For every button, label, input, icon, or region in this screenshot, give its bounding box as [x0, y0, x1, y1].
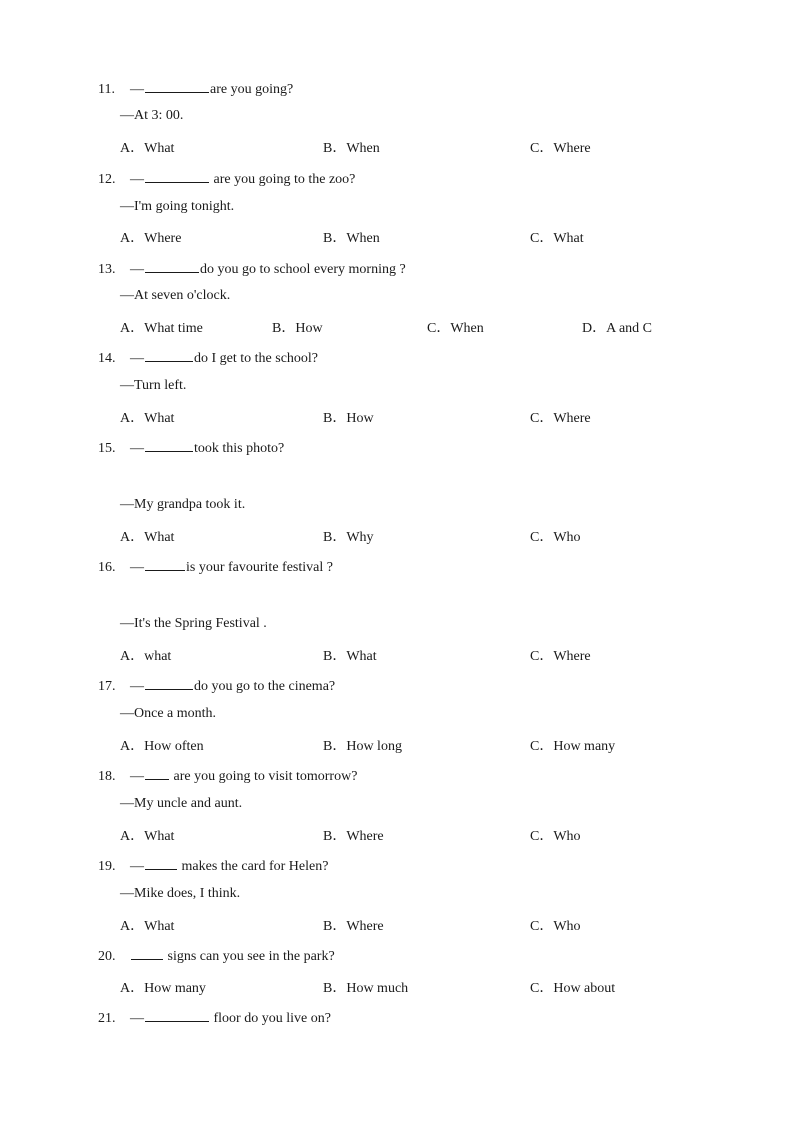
option-d[interactable]: D．A and C — [582, 321, 652, 336]
question-18 — [98, 766, 357, 785]
question-text: floor do you live on? — [210, 1011, 331, 1026]
question-number: 14. — [98, 351, 116, 366]
option-a[interactable]: A．What time — [120, 321, 203, 336]
question-14 — [98, 348, 318, 367]
question-text: are you going? — [210, 82, 294, 97]
option-b[interactable]: B．When — [323, 231, 380, 246]
question-dash: — — [130, 769, 144, 784]
option-c[interactable]: C．Where — [530, 649, 591, 664]
question-dash: — — [130, 82, 144, 97]
question-dash: — — [130, 262, 144, 277]
answer-blank — [145, 169, 209, 183]
option-a[interactable]: A．What — [120, 141, 175, 156]
option-c[interactable]: C．Where — [530, 141, 591, 156]
question-13 — [98, 259, 406, 278]
answer-line: —At 3: 00. — [120, 108, 184, 123]
answer-blank — [145, 766, 169, 780]
question-11 — [98, 79, 293, 98]
question-16 — [98, 557, 333, 576]
option-c[interactable]: C．Who — [530, 530, 581, 545]
question-dash: — — [130, 172, 144, 187]
question-19 — [98, 856, 328, 875]
answer-blank — [145, 348, 193, 362]
answer-blank — [131, 946, 163, 960]
question-text: do you go to the cinema? — [194, 679, 336, 694]
question-dash: — — [130, 441, 144, 456]
question-12 — [98, 169, 355, 188]
question-number: 21. — [98, 1011, 116, 1026]
option-a[interactable]: A．What — [120, 919, 175, 934]
question-text: do I get to the school? — [194, 351, 319, 366]
question-15 — [98, 438, 284, 457]
question-dash: — — [130, 859, 144, 874]
option-b[interactable]: B．How much — [323, 981, 409, 996]
answer-blank — [145, 856, 177, 870]
answer-line: —At seven o'clock. — [120, 288, 231, 303]
option-a[interactable]: A．Where — [120, 231, 182, 246]
answer-line: —Once a month. — [120, 706, 217, 721]
question-number: 20. — [98, 949, 116, 964]
answer-line: —It's the Spring Festival . — [120, 616, 267, 631]
option-b[interactable]: B．When — [323, 141, 380, 156]
question-text: makes the card for Helen? — [178, 859, 329, 874]
answer-line: —I'm going tonight. — [120, 199, 235, 214]
option-a[interactable]: A．What — [120, 411, 175, 426]
answer-blank — [145, 1008, 209, 1022]
answer-blank — [145, 676, 193, 690]
option-b[interactable]: B．Why — [323, 530, 374, 545]
question-21 — [98, 1008, 331, 1027]
question-number: 12. — [98, 172, 116, 187]
question-dash: — — [130, 679, 144, 694]
question-number: 19. — [98, 859, 116, 874]
question-text: are you going to the zoo? — [210, 172, 356, 187]
question-text: are you going to visit tomorrow? — [170, 769, 358, 784]
answer-blank — [145, 557, 185, 571]
option-c[interactable]: C．How many — [530, 739, 616, 754]
answer-line: —My grandpa took it. — [120, 497, 246, 512]
question-number: 15. — [98, 441, 116, 456]
question-dash: — — [130, 351, 144, 366]
question-text: is your favourite festival ? — [186, 560, 333, 575]
option-c[interactable]: C．How about — [530, 981, 616, 996]
option-c[interactable]: C．Who — [530, 919, 581, 934]
option-c[interactable]: C．What — [530, 231, 584, 246]
question-17 — [98, 676, 335, 695]
question-number: 17. — [98, 679, 116, 694]
answer-blank — [145, 79, 209, 93]
option-b[interactable]: B．Where — [323, 919, 384, 934]
answer-line: —Mike does, I think. — [120, 886, 241, 901]
option-a[interactable]: A．What — [120, 829, 175, 844]
option-c[interactable]: C．Who — [530, 829, 581, 844]
answer-line: —My uncle and aunt. — [120, 796, 243, 811]
option-b[interactable]: B．How long — [323, 739, 402, 754]
option-b[interactable]: B．How — [323, 411, 374, 426]
question-text: do you go to school every morning ? — [200, 262, 406, 277]
question-dash: — — [130, 1011, 144, 1026]
question-text: took this photo? — [194, 441, 285, 456]
option-c[interactable]: C．Where — [530, 411, 591, 426]
question-text: signs can you see in the park? — [164, 949, 335, 964]
question-number: 11. — [98, 82, 115, 97]
question-number: 13. — [98, 262, 116, 277]
option-b[interactable]: B．How — [272, 321, 323, 336]
question-number: 18. — [98, 769, 116, 784]
option-a[interactable]: A．How often — [120, 739, 204, 754]
question-number: 16. — [98, 560, 116, 575]
option-c[interactable]: C．When — [427, 321, 484, 336]
option-a[interactable]: A．what — [120, 649, 172, 664]
option-a[interactable]: A．What — [120, 530, 175, 545]
answer-blank — [145, 259, 199, 273]
question-20 — [98, 946, 335, 965]
option-a[interactable]: A．How many — [120, 981, 206, 996]
option-b[interactable]: B．What — [323, 649, 377, 664]
option-b[interactable]: B．Where — [323, 829, 384, 844]
question-dash: — — [130, 560, 144, 575]
answer-line: —Turn left. — [120, 378, 187, 393]
answer-blank — [145, 438, 193, 452]
